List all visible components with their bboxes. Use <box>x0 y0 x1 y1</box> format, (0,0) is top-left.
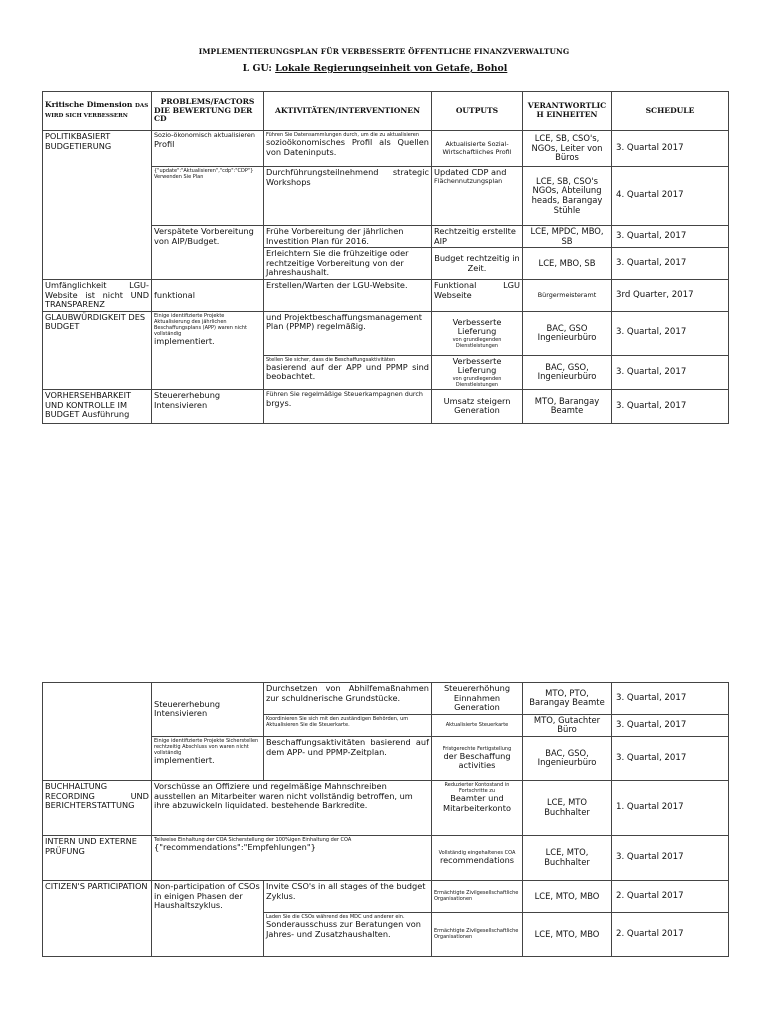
table-row <box>43 131 729 167</box>
schedule-cell: 3. Quartal, 2017 <box>612 311 729 355</box>
table-row <box>43 880 729 912</box>
schedule-cell: 3. Quartal, 2017 <box>612 226 729 248</box>
responsible-cell: LCE, MTO Buchhalter <box>523 780 612 835</box>
problem-cell: Verspätete Vorbereitung von AIP/Budget. <box>152 226 264 280</box>
implementation-table-part-1 <box>42 91 729 424</box>
output-cell: Verbesserte Lieferung von grundlegenden Dienstleistungen <box>432 355 523 389</box>
output-cell: Funktional LGU Webseite <box>432 279 523 311</box>
schedule-cell: 3. Quartal, 2017 <box>612 736 729 780</box>
activity-cell: Koordinieren Sie sich mit den zuständigen Behörden, um Aktualisieren Sie die Steuerkarte. <box>264 714 432 736</box>
problem-cell: funktional <box>152 279 264 311</box>
schedule-cell: 2. Quartal 2017 <box>612 880 729 912</box>
table-row <box>43 683 729 715</box>
output-cell: Umsatz steigern Generation <box>432 389 523 423</box>
output-cell: Fristgerechte Fertigstellung der Beschaffung activities <box>432 736 523 780</box>
schedule-cell: 3. Quartal, 2017 <box>612 389 729 423</box>
activity-cell: Stellen Sie sicher, dass die Beschaffungsaktivitäten basierend auf der APP und PPMP sind beobachtet. <box>264 355 432 389</box>
responsible-cell: LCE, MPDC, MBO, SB <box>523 226 612 248</box>
header-activities: AKTIVITÄTEN/INTERVENTIONEN <box>264 92 432 131</box>
header-responsible: VERANTWORTLICH EINHEITEN <box>523 92 612 131</box>
output-cell: Ermächtigte Zivilgesellschaftliche Organisationen <box>432 880 523 912</box>
responsible-cell: BAC, GSO, Ingenieurbüro <box>523 355 612 389</box>
schedule-cell: 3. Quartal, 2017 <box>612 683 729 715</box>
dimension-cell <box>43 683 152 781</box>
schedule-cell: 1. Quartal 2017 <box>612 780 729 835</box>
dimension-cell: VORHERSEHBARKEIT UND KONTROLLE IM BUDGET Ausführung <box>43 389 152 423</box>
table-header-row <box>43 92 729 131</box>
activity-cell: Führen Sie regelmäßige Steuerkampagnen durch brgys. <box>264 389 432 423</box>
activity-cell: Durchführungsteilnehmend strategic Workshops <box>264 167 432 226</box>
activity-cell: Führen Sie Datensammlungen durch, um die zu aktualisieren sozioökonomisches Profil als Quellen von Dateninputs. <box>264 131 432 167</box>
problem-cell: Non-participation of CSOs in einigen Phasen der Haushaltszyklus. <box>152 880 264 956</box>
output-cell: Reduzierter Kontostand in Fortschritte zu Beamter und Mitarbeiterkonto <box>432 780 523 835</box>
output-cell: Updated CDP and Flächennutzungsplan <box>432 167 523 226</box>
problem-activity-cell: Vorschüsse an Offiziere und regelmäßige Mahnschreiben ausstellen an Mitarbeiter waren nicht vollständig betroffen, um ihre abzuwickeln liquidated. bestehende Barkredite. <box>152 780 432 835</box>
table-row <box>43 311 729 355</box>
lgu-name: Lokale Regierungseinheit von Getafe, Bohol <box>275 63 508 74</box>
output-cell: Ermächtigte Zivilgesellschaftliche Organisationen <box>432 912 523 956</box>
activity-cell: Beschaffungsaktivitäten basierend auf dem APP- und PPMP-Zeitplan. <box>264 736 432 780</box>
problem-cell: Steuererhebung Intensivieren <box>152 683 264 737</box>
schedule-cell: 3. Quartal, 2017 <box>612 355 729 389</box>
schedule-cell: 2. Quartal 2017 <box>612 912 729 956</box>
implementation-table-part-2 <box>42 682 729 957</box>
output-cell: Verbesserte Lieferung von grundlegenden Dienstleistungen <box>432 311 523 355</box>
responsible-cell: MTO, Gutachter Büro <box>523 714 612 736</box>
responsible-cell: LCE, MTO, MBO <box>523 880 612 912</box>
schedule-cell: 4. Quartal 2017 <box>612 167 729 226</box>
table-row <box>43 780 729 835</box>
problem-cell: {"update":"Aktualisieren","cdp":"CDP"} Verwenden Sie Plan <box>152 167 264 226</box>
output-cell: Steuererhöhung Einnahmen Generation <box>432 683 523 715</box>
document-title: IMPLEMENTIERUNGSPLAN FÜR VERBESSERTE ÖFFENTLICHE FINANZVERWALTUNG <box>198 47 570 56</box>
problem-activity-cell: Teilweise Einhaltung der COA Sicherstellung der 100%igen Einhaltung der COA {"recommendations":"Empfehlungen"} <box>152 835 432 880</box>
output-cell: Budget rechtzeitig in Zeit. <box>432 248 523 280</box>
output-cell: Vollständig eingehaltenes COA recommendations <box>432 835 523 880</box>
table-row <box>43 835 729 880</box>
responsible-cell: LCE, SB, CSO's NGOs, Abteilung heads, Barangay Stühle <box>523 167 612 226</box>
output-cell: Aktualisierte Sozial-Wirtschaftliches Profil <box>432 131 523 167</box>
dimension-cell: POLITIKBASIERT BUDGETIERUNG <box>43 131 152 280</box>
header-schedule: SCHEDULE <box>612 92 729 131</box>
lgu-prefix: L GU: <box>242 63 272 74</box>
responsible-cell: MTO, Barangay Beamte <box>523 389 612 423</box>
activity-cell: Erleichtern Sie die frühzeitige oder rechtzeitige Vorbereitung von der Jahreshaushalt. <box>264 248 432 280</box>
header-dimension: Kritische Dimension DAS WIRD SICH VERBESSERN <box>43 92 152 131</box>
table-row <box>43 279 729 311</box>
schedule-cell: 3. Quartal, 2017 <box>612 714 729 736</box>
schedule-cell: 3. Quartal 2017 <box>612 131 729 167</box>
responsible-cell: LCE, MTO, MBO <box>523 912 612 956</box>
activity-cell: und Projektbeschaffungsmanagement Plan (PPMP) regelmäßig. <box>264 311 432 355</box>
activity-cell: Frühe Vorbereitung der jährlichen Investition Plan für 2016. <box>264 226 432 248</box>
responsible-cell: BAC, GSO, Ingenieurbüro <box>523 736 612 780</box>
dimension-cell: INTERN UND EXTERNE PRÜFUNG <box>43 835 152 880</box>
dimension-cell: CITIZEN'S PARTICIPATION <box>43 880 152 956</box>
responsible-cell: BAC, GSO Ingenieurbüro <box>523 311 612 355</box>
schedule-cell: 3. Quartal 2017 <box>612 835 729 880</box>
responsible-cell: LCE, MBO, SB <box>523 248 612 280</box>
schedule-cell: 3. Quartal, 2017 <box>612 248 729 280</box>
activity-cell: Laden Sie die CSOs während des MDC und anderer ein. Sonderausschuss zur Beratungen von Jahres- und Zusatzhaushalten. <box>264 912 432 956</box>
dimension-cell: BUCHHALTUNG RECORDING UND BERICHTERSTATTUNG <box>43 780 152 835</box>
output-cell: Aktualisierte Steuerkarte <box>432 714 523 736</box>
problem-cell: Steuererhebung Intensivieren <box>152 389 264 423</box>
header-problems: PROBLEMS/FACTORS DIE BEWERTUNG DER CD <box>152 92 264 131</box>
schedule-cell: 3rd Quarter, 2017 <box>612 279 729 311</box>
problem-cell: Einige identifizierte Projekte Sicherstellen rechtzeitig Abschluss von waren nicht vollständig implementiert. <box>152 736 264 780</box>
activity-cell: Invite CSO's in all stages of the budget Zyklus. <box>264 880 432 912</box>
responsible-cell: LCE, SB, CSO's, NGOs, Leiter von Büros <box>523 131 612 167</box>
activity-cell: Durchsetzen von Abhilfemaßnahmen zur schuldnerische Grundstücke. <box>264 683 432 715</box>
table-row <box>43 389 729 423</box>
lgu-line <box>0 63 768 74</box>
problem-cell: Sozio-ökonomisch aktualisieren Profil <box>152 131 264 167</box>
activity-cell: Erstellen/Warten der LGU-Website. <box>264 279 432 311</box>
dimension-cell: Umfänglichkeit LGU-Website ist nicht UND TRANSPARENZ <box>43 279 152 311</box>
dimension-cell: GLAUBWÜRDIGKEIT DES BUDGET <box>43 311 152 389</box>
responsible-cell: Bürgermeisteramt <box>523 279 612 311</box>
problem-cell: Einige identifizierte Projekte Aktualisierung des jährlichen Beschaffungsplans (APP) waren nicht vollständig implementiert. <box>152 311 264 389</box>
header-outputs: OUTPUTS <box>432 92 523 131</box>
responsible-cell: LCE, MTO, Buchhalter <box>523 835 612 880</box>
responsible-cell: MTO, PTO, Barangay Beamte <box>523 683 612 715</box>
output-cell: Rechtzeitig erstellte AIP <box>432 226 523 248</box>
